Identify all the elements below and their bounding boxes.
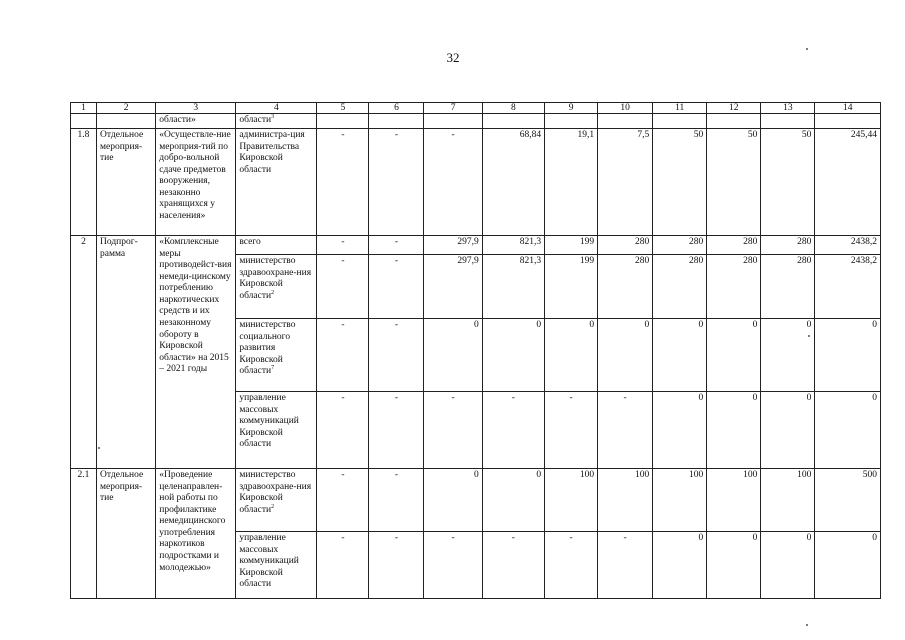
value-cell: 0 xyxy=(424,469,482,532)
row-type: Отдельное мероприя-тие xyxy=(96,129,155,236)
value-cell: - xyxy=(369,255,424,319)
value-cell: - xyxy=(369,236,424,255)
value-cell: - xyxy=(369,532,424,599)
value-cell: 7,5 xyxy=(598,129,653,236)
cell xyxy=(424,114,482,129)
column-header: 11 xyxy=(653,103,707,114)
cell xyxy=(96,114,155,129)
column-header: 13 xyxy=(761,103,815,114)
value-cell: 19,1 xyxy=(545,129,598,236)
table-row xyxy=(71,129,881,236)
value-cell: - xyxy=(317,319,369,392)
value-cell: - xyxy=(369,129,424,236)
value-cell: - xyxy=(317,236,369,255)
value-cell: 280 xyxy=(707,255,761,319)
cell xyxy=(369,114,424,129)
value-cell: - xyxy=(317,469,369,532)
column-header: 10 xyxy=(598,103,653,114)
value-cell: 0 xyxy=(482,469,544,532)
footnote-mark: 7 xyxy=(271,365,275,372)
row-type: Подпрог-рамма xyxy=(96,236,155,469)
value-cell: - xyxy=(317,532,369,599)
cell xyxy=(482,114,544,129)
value-cell: - xyxy=(317,255,369,319)
continuation-executor xyxy=(236,114,317,129)
value-cell: - xyxy=(482,392,544,469)
column-header: 9 xyxy=(545,103,598,114)
value-cell: 280 xyxy=(653,255,707,319)
table-row xyxy=(71,469,881,532)
row-name: «Комплексные меры противодейст-вия немеди-цинскому потреблению наркотических средств и их незаконному обороту в Кировской области» на 2015 – 2021 годы xyxy=(156,236,236,469)
value-cell: 821,3 xyxy=(482,236,544,255)
value-cell: - xyxy=(317,129,369,236)
budget-table xyxy=(70,102,881,599)
value-cell: - xyxy=(424,532,482,599)
scan-speck xyxy=(806,624,808,626)
executor-label: управление массовых коммуникаций Кировской области xyxy=(239,533,299,590)
column-header: 5 xyxy=(317,103,369,114)
value-cell: 0 xyxy=(424,319,482,392)
executor-cell xyxy=(236,319,317,392)
value-cell: 280 xyxy=(598,236,653,255)
value-cell: 0 xyxy=(653,392,707,469)
value-cell: 297,9 xyxy=(424,255,482,319)
table-body xyxy=(71,103,881,599)
value-cell: - xyxy=(424,129,482,236)
executor-cell xyxy=(236,392,317,469)
executor-label: министерство здравоохране-ния Кировской области xyxy=(239,256,312,301)
row-name: «Проведение целенаправлен-ной работы по профилактике немедицинского употребления наркотиков подростками и молодежью» xyxy=(156,469,236,599)
value-cell: 100 xyxy=(598,469,653,532)
value-cell: 50 xyxy=(653,129,707,236)
cell xyxy=(598,114,653,129)
value-cell: 0 xyxy=(707,319,761,392)
column-header: 2 xyxy=(96,103,155,114)
value-cell: - xyxy=(545,392,598,469)
column-header: 14 xyxy=(815,103,881,114)
value-cell: 0 xyxy=(761,319,815,392)
value-cell: 100 xyxy=(545,469,598,532)
value-cell: 0 xyxy=(707,392,761,469)
value-cell: 500 xyxy=(815,469,881,532)
continuation-row xyxy=(71,114,881,129)
column-header: 8 xyxy=(482,103,544,114)
table-row xyxy=(71,236,881,255)
executor-cell xyxy=(236,532,317,599)
value-cell: 0 xyxy=(815,532,881,599)
cell xyxy=(815,114,881,129)
value-cell: 0 xyxy=(761,392,815,469)
column-header: 12 xyxy=(707,103,761,114)
executor-label: администра-ция Правительства Кировской области xyxy=(239,130,305,175)
cell xyxy=(653,114,707,129)
value-cell: - xyxy=(598,532,653,599)
value-cell: 0 xyxy=(653,319,707,392)
value-cell: 50 xyxy=(761,129,815,236)
cell xyxy=(707,114,761,129)
continuation-name: области» xyxy=(156,114,236,129)
value-cell: 0 xyxy=(482,319,544,392)
row-index: 2 xyxy=(71,236,97,469)
value-cell: - xyxy=(424,392,482,469)
value-cell: 280 xyxy=(653,236,707,255)
value-cell: - xyxy=(598,392,653,469)
value-cell: 100 xyxy=(653,469,707,532)
value-cell: - xyxy=(317,392,369,469)
value-cell: 100 xyxy=(761,469,815,532)
value-cell: 68,84 xyxy=(482,129,544,236)
executor-cell xyxy=(236,236,317,255)
row-name: «Осуществле-ние мероприя-тий по добро-вольной сдаче предметов вооружения, незаконно хранящихся у населения» xyxy=(156,129,236,236)
cell xyxy=(545,114,598,129)
value-cell: - xyxy=(545,532,598,599)
executor-cell xyxy=(236,469,317,532)
column-header: 7 xyxy=(424,103,482,114)
footnote-mark: 2 xyxy=(271,503,275,510)
value-cell: 280 xyxy=(598,255,653,319)
executor-label: министерство здравоохране-ния Кировской области xyxy=(239,470,312,515)
value-cell: 245,44 xyxy=(815,129,881,236)
column-header: 4 xyxy=(236,103,317,114)
value-cell: 0 xyxy=(707,532,761,599)
cell xyxy=(71,114,97,129)
executor-label: управление массовых коммуникаций Кировской области xyxy=(239,393,299,450)
value-cell: 199 xyxy=(545,255,598,319)
column-header: 1 xyxy=(71,103,97,114)
value-cell: - xyxy=(369,319,424,392)
value-cell: 280 xyxy=(761,255,815,319)
scan-speck xyxy=(98,447,100,449)
footnote-mark: 2 xyxy=(271,289,275,296)
value-cell: 100 xyxy=(707,469,761,532)
value-cell: - xyxy=(482,532,544,599)
row-index: 1.8 xyxy=(71,129,97,236)
executor-label: всего xyxy=(239,237,261,247)
value-cell: 0 xyxy=(598,319,653,392)
cell xyxy=(317,114,369,129)
value-cell: - xyxy=(369,469,424,532)
page-number: 32 xyxy=(446,50,460,65)
value-cell: 821,3 xyxy=(482,255,544,319)
executor-cell xyxy=(236,255,317,319)
scan-speck xyxy=(808,335,810,337)
row-type: Отдельное мероприя-тие xyxy=(96,469,155,599)
value-cell: 50 xyxy=(707,129,761,236)
value-cell: 297,9 xyxy=(424,236,482,255)
header-row xyxy=(71,103,881,114)
row-index: 2.1 xyxy=(71,469,97,599)
value-cell: 280 xyxy=(707,236,761,255)
column-header: 3 xyxy=(156,103,236,114)
value-cell: 0 xyxy=(815,392,881,469)
column-header: 6 xyxy=(369,103,424,114)
executor-label: министерство социального развития Кировской области xyxy=(239,320,296,377)
value-cell: 280 xyxy=(761,236,815,255)
executor-cell xyxy=(236,129,317,236)
value-cell: 0 xyxy=(545,319,598,392)
value-cell: 2438,2 xyxy=(815,255,881,319)
value-cell: 0 xyxy=(761,532,815,599)
value-cell: - xyxy=(369,392,424,469)
value-cell: 0 xyxy=(653,532,707,599)
cell xyxy=(761,114,815,129)
continuation-executor-label: области xyxy=(239,115,272,125)
value-cell: 2438,2 xyxy=(815,236,881,255)
footnote-mark: 3 xyxy=(271,113,275,120)
value-cell: 199 xyxy=(545,236,598,255)
scan-speck xyxy=(806,48,808,50)
value-cell: 0 xyxy=(815,319,881,392)
